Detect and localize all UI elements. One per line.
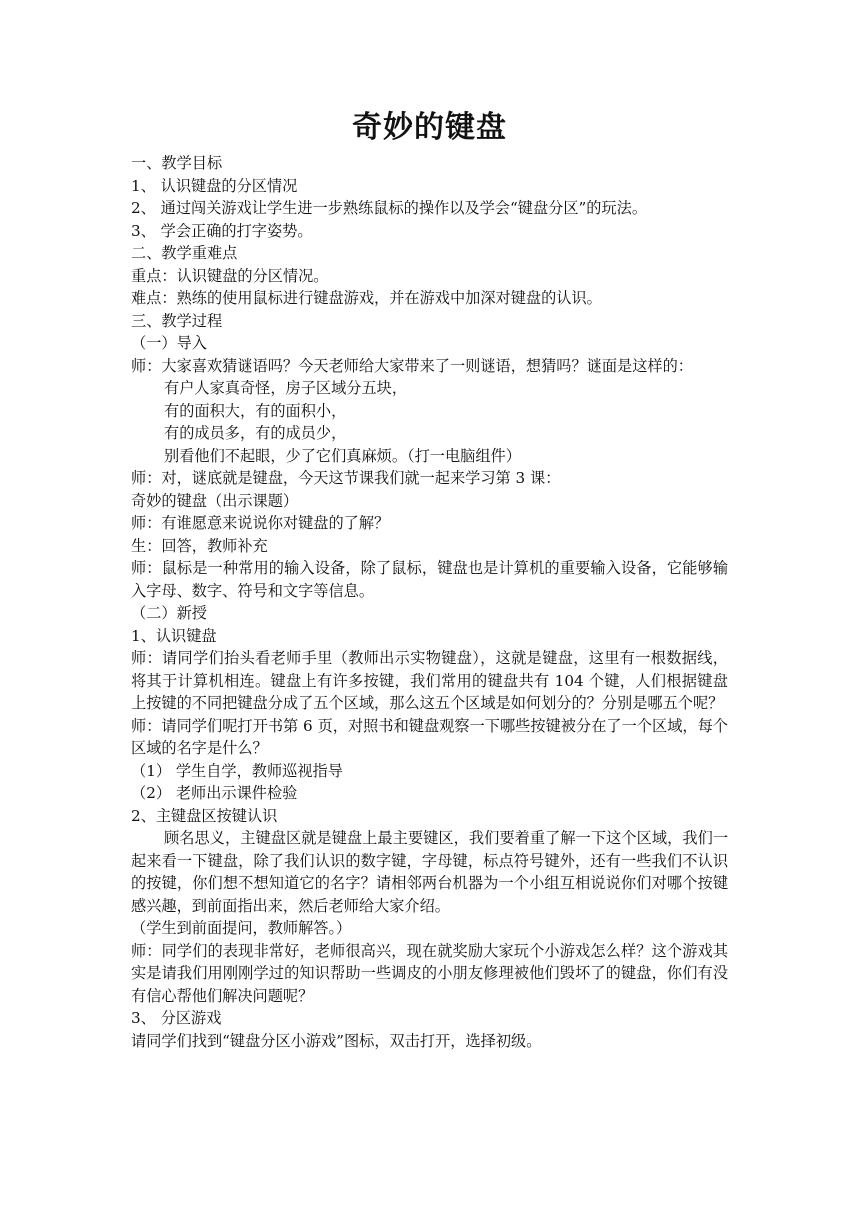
riddle-line: 有的成员多，有的成员少， [164, 424, 347, 442]
document-page [131, 108, 728, 1052]
paragraph: 请同学们找到“键盘分区小游戏”图标，双击打开，选择初级。 [131, 1031, 542, 1050]
riddle-line: 别看他们不起眼，少了它们真麻烦。（打一电脑组件） [164, 446, 521, 465]
riddle-line: 有的面积大，有的面积小， [164, 401, 347, 420]
paragraph: 师：大家喜欢猜谜语吗？今天老师给大家带来了一则谜语，想猜吗？谜面是这样的： [131, 356, 693, 375]
document-title: 奇妙的键盘 [352, 110, 507, 145]
section-heading-process: 三、教学过程 [131, 311, 223, 330]
step-item: （2） 老师出示课件检验 [131, 784, 298, 802]
paragraph: 师：请同学们抬头看老师手里（教师出示实物键盘），这就是键盘，这里有一根数据线，将其于计算机相连。键盘上有许多按键，我们常用的键盘共有 104 个键，人们根据键盘上按键的不同把键盘分成了五个区域，那么这五个区域是如何划分的？分别是哪五个呢？ [131, 649, 728, 712]
paragraph: 师：对，谜底就是键盘，今天这节课我们就一起来学习第 3 课： [131, 469, 561, 487]
section-heading-objectives: 一、教学目标 [131, 154, 223, 172]
riddle-line: 有户人家真奇怪，房子区域分五块， [164, 379, 407, 397]
section-heading-key-points: 二、教学重难点 [131, 244, 238, 262]
topic-heading: 1、认识键盘 [131, 626, 217, 645]
difficult-point: 难点：熟练的使用鼠标进行键盘游戏，并在游戏中加深对键盘的认识。 [131, 289, 602, 307]
subsection-heading-new-lesson: （二）新授 [131, 604, 207, 622]
paragraph: 师：同学们的表现非常好，老师很高兴，现在就奖励大家玩个小游戏怎么样？这个游戏其实是请我们用刚刚学过的知识帮助一些调皮的小朋友修理被他们毁坏了的键盘，你们有没有信心帮他们解决问题呢？ [131, 941, 728, 1005]
key-point: 重点：认识键盘的分区情况。 [131, 266, 329, 285]
objective-item: 2、 通过闯关游戏让学生进一步熟练鼠标的操作以及学会“键盘分区”的玩法。 [131, 199, 648, 217]
paragraph: 师：鼠标是一种常用的输入设备，除了鼠标，键盘也是计算机的重要输入设备，它能够输入字母、数字、符号和文字等信息。 [131, 559, 728, 600]
paragraph: 奇妙的键盘（出示课题） [131, 491, 299, 510]
paragraph: （学生到前面提问，教师解答。） [131, 919, 352, 937]
topic-heading: 2、主键盘区按键认识 [131, 806, 278, 825]
topic-heading: 3、 分区游戏 [131, 1009, 222, 1027]
step-item: （1） 学生自学，教师巡视指导 [131, 761, 343, 780]
objective-item: 3、 学会正确的打字姿势。 [131, 221, 313, 240]
objective-item: 1、 认识键盘的分区情况 [131, 176, 298, 195]
subsection-heading-intro: （一）导入 [131, 334, 207, 352]
paragraph: 师：有谁愿意来说说你对键盘的了解？ [131, 514, 390, 532]
paragraph: 顾名思义，主键盘区就是键盘上最主要键区，我们要着重了解一下这个区域，我们一起来看一下键盘，除了我们认识的数字键，字母键，标点符号键外，还有一些我们不认识的按键，你们想不想知道它的名字？请相邻两台机器为一个小组互相说说你们对哪个按键感兴趣，到前面指出来，然后老师给大家介绍。 [131, 829, 728, 915]
paragraph: 生：回答，教师补充 [131, 536, 268, 555]
paragraph: 师：请同学们呢打开书第 6 页，对照书和键盘观察一下哪些按键被分在了一个区域，每个区域的名字是什么？ [131, 716, 728, 757]
